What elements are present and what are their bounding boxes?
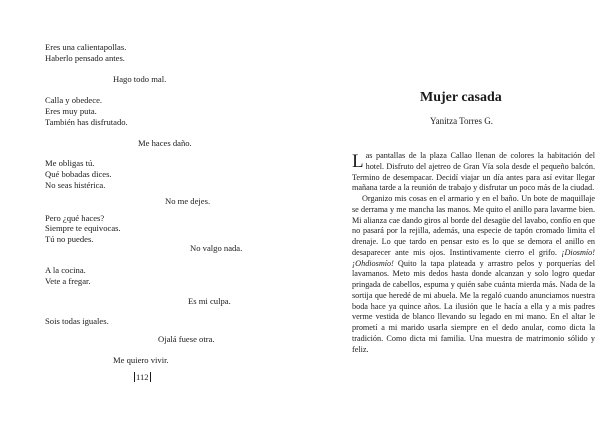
poem-line: Qué bobadas dices. xyxy=(45,169,112,179)
poem-line: A la cocina. xyxy=(45,265,86,275)
poem-line: Tú no puedes. xyxy=(45,234,94,244)
poem-line: Vete a fregar. xyxy=(45,276,91,286)
story-paragraph xyxy=(352,194,595,355)
poem-line: Me haces daño. xyxy=(138,138,192,148)
poem-line: Siempre te equivocas. xyxy=(45,223,121,233)
poem-line: Me obligas tú. xyxy=(45,158,95,168)
page-number: 112 xyxy=(136,372,149,382)
story-title: Mujer casada xyxy=(420,90,502,105)
poem-line: Sois todas iguales. xyxy=(45,316,109,326)
story-author: Yanitza Torres G. xyxy=(430,116,494,126)
poem-line: Me quiero vivir. xyxy=(113,355,169,365)
poem-line: Haberlo pensado antes. xyxy=(45,53,125,63)
paragraph-text: Quito la tapa plateada y arrastro pelos y porquerías del lavamanos. Meto mis dedos hasta donde alcanzan y solo logro quedar pringada de cabellos, espuma y quién sabe cuánta mierda más. Nada de la sortija que heredé de mi abuela. Me la regaló cuando anunciamos nuestra boda hace ya quince años. La ilusión que le hacía a ella y a mis padres verme vestida de blanco llevando su legado en mi mano. En el altar le prometí a mi marido usarla siempre en el dedo anular, como dicta la tradición. Como dicta mi familia. Una muestra de matrimonio sólido y feliz. xyxy=(352,258,595,354)
emphasis-text: ¡Diosmío! ¡Ohdiosmío! xyxy=(352,247,595,268)
poem-line: No valgo nada. xyxy=(190,243,243,253)
drop-cap: L xyxy=(352,151,364,172)
poem-line: Eres muy puta. xyxy=(45,106,97,116)
poem-line: No seas histérica. xyxy=(45,180,106,190)
poem-line: También has disfrutado. xyxy=(45,117,128,127)
story-paragraph xyxy=(352,151,595,194)
poem-line: Pero ¿qué haces? xyxy=(45,213,105,223)
story-body xyxy=(352,151,595,355)
poem-line: Hago todo mal. xyxy=(113,74,167,84)
paragraph-text: as pantallas de la plaza Callao llenan de colores la habitación del hotel. Disfruto del ajetreo de Gran Vía sola desde el pequeño balcón. Termino de desempacar. Decidí viajar un día antes para así evitar llegar mañana tarde a la reunión de trabajo y disfrutar un poco más de la ciudad. xyxy=(352,151,595,193)
poem-line: Calla y obedece. xyxy=(45,95,103,105)
poem-line: Es mi culpa. xyxy=(188,296,231,306)
poem-line: Ojalá fuese otra. xyxy=(158,334,215,344)
paragraph-text: Organizo mis cosas en el armario y en el baño. Un bote de maquillaje se derrama y me mancha las manos. Me quito el anillo para lavarme bien. Mi alianza cae dando giros al borde del desagüe del lavabo, confío en que no pasará por la rejilla, además, una especie de tapón cromado limita el drenaje. Lo que tardo en pensar esto es lo que se demora el anillo en desaparecer ante mis ojos. Instintivamente cierro el grifo. xyxy=(352,194,595,257)
poem-line: No me dejes. xyxy=(165,196,211,206)
poem-line: Eres una calientapollas. xyxy=(45,42,127,52)
